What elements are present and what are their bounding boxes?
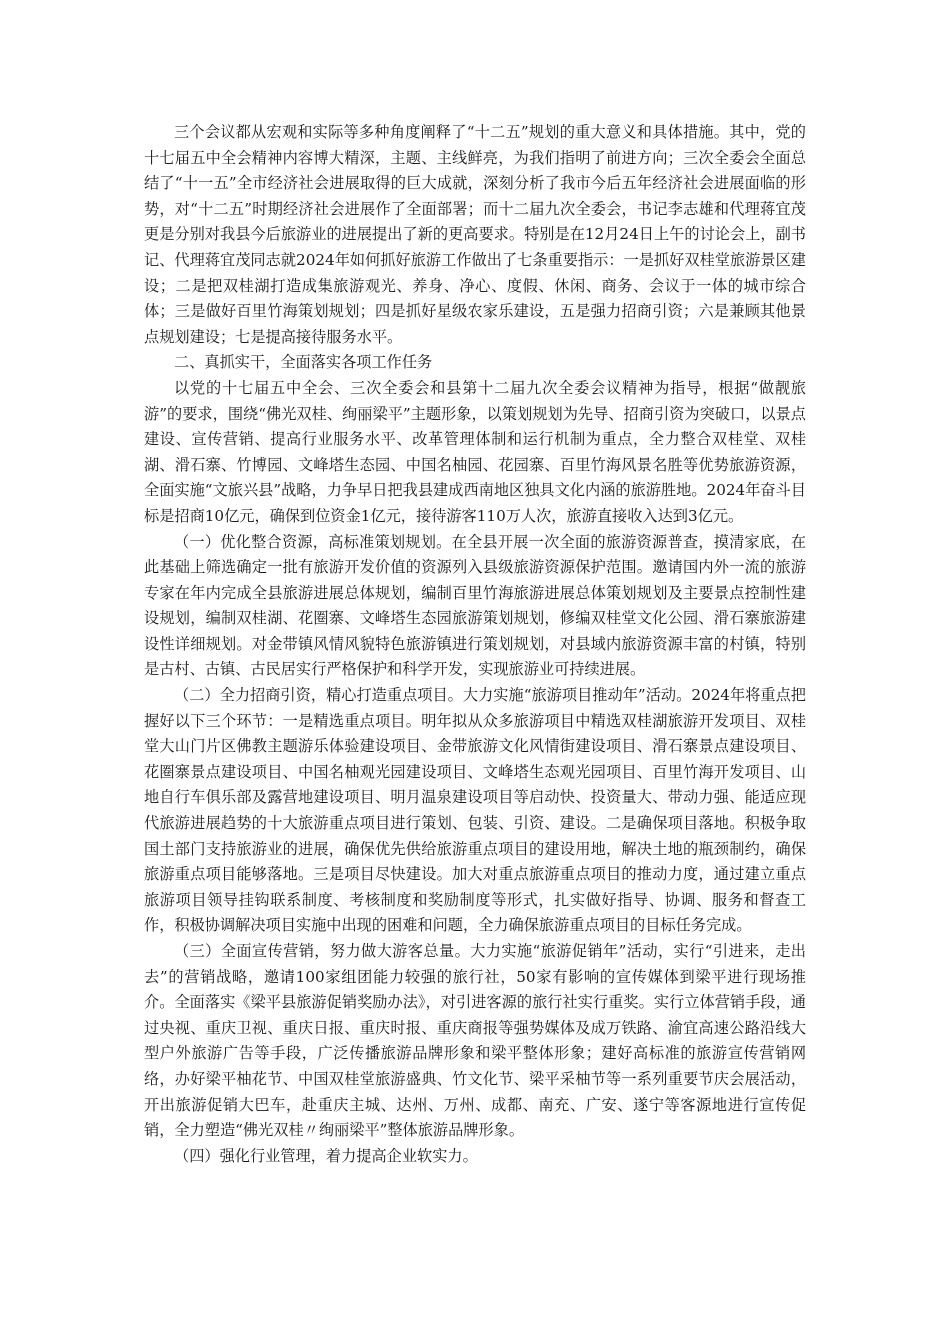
paragraph-guiding-principles: 以党的十七届五中全会、三次全委会和县第十二届九次全委会议精神为指导，根据“做靓旅游”的要求，围绕“佛光双桂、绚丽梁平”主题形象，以策划规划为先导、招商引资为突破口，以景点建设、宣传营销、提高行业服务水平、改革管理体制和运行机制为重点，全力整合双桂堂、双桂湖、滑石寨、竹博园、文峰塔生态园、中国名柚园、花园寨、百里竹海风景名胜等优势旅游资源，全面实施“文旅兴县”战略，力争早日把我县建成西南地区独具文化内涵的旅游胜地。2024年奋斗目标是招商10亿元，确保到位资金1亿元，接待游客110万人次，旅游直接收入达到3亿元。 [144, 378, 806, 525]
paragraph-item-one-planning: （一）优化整合资源，高标准策划规划。在全县开展一次全面的旅游资源普查，摸清家底，在此基础上筛选确定一批有旅游开发价值的资源列入县级旅游资源保护范围。邀请国内外一流的旅游专家在年内完成全县旅游进展总体规划，编制百里竹海旅游进展总体策划规划及主要景点控制性建设规划，编制双桂湖、花圈寨、文峰塔生态园旅游策划规划，修编双桂堂文化公园、滑石寨旅游建设性详细规划。对金带镇风情风貌特色旅游镇进行策划规划，对县域内旅游资源丰富的村镇，特别是古村、古镇、古民居实行严格保护和科学开发，实现旅游业可持续进展。 [144, 532, 806, 679]
document-page [144, 120, 806, 1169]
paragraph-item-three-marketing: （三）全面宣传营销，努力做大游客总量。大力实施“旅游促销年”活动，实行“引进来，走出去”的营销战略，邀请100家组团能力较强的旅行社，50家有影响的宣传媒体到梁平进行现场推介。全面落实《梁平县旅游促销奖励办法》，对引进客源的旅行社实行重奖。实行立体营销手段，通过央视、重庆卫视、重庆日报、重庆时报、重庆商报等强势媒体及成万铁路、渝宜高速公路沿线大型户外旅游广告等手段，广泛传播旅游品牌形象和梁平整体形象；建好高标准的旅游宣传营销网络，办好梁平柚花节、中国双桂堂旅游盛典、竹文化节、梁平采柚节等一系列重要节庆会展活动，开出旅游促销大巴车，赴重庆主城、达州、万州、成都、南充、广安、遂宁等客源地进行宣传促销，全力塑造“佛光双桂〃绚丽梁平”整体旅游品牌形象。 [144, 942, 806, 1140]
paragraph-item-two-investment: （二）全力招商引资，精心打造重点项目。大力实施“旅游项目推动年”活动。2024年将重点把握好以下三个环节：一是精选重点项目。明年拟从众多旅游项目中精选双桂湖旅游开发项目、双桂堂大山门片区佛教主题游乐体验建设项目、金带旅游文化风情街建设项目、滑石寨景点建设项目、花圈寨景点建设项目、中国名柚观光园建设项目、文峰塔生态观光园项目、百里竹海开发项目、山地自行车俱乐部及露营地建设项目、明月温泉建设项目等启动快、投资量大、带动力强、能适应现代旅游进展趋势的十大旅游重点项目进行策划、包装、引资、建设。二是确保项目落地。积极争取国土部门支持旅游业的进展，确保优先供给旅游重点项目的建设用地，解决土地的瓶颈制约，确保旅游重点项目能够落地。三是项目尽快建设。加大对重点旅游重点项目的推动力度，通过建立重点旅游项目领导挂钩联系制度、考核制度和奖励制度等形式，扎实做好指导、协调、服务和督查工作，积极协调解决项目实施中出现的困难和问题，全力确保旅游重点项目的目标任务完成。 [144, 686, 806, 935]
section-heading-two: 二、真抓实干，全面落实各项工作任务 [174, 353, 433, 372]
paragraph-meetings-summary: 三个会议都从宏观和实际等多种角度阐释了“十二五”规划的重大意义和具体措施。其中，党的十七届五中全会精神内容博大精深，主题、主线鲜亮，为我们指明了前进方向；三次全委会全面总结了“十一五”全市经济社会进展取得的巨大成就，深刻分析了我市今后五年经济社会进展面临的形势，对“十二五”时期经济社会进展作了全面部署；而十二届九次全委会，书记李志雄和代理蒋宜茂更是分别对我县今后旅游业的进展提出了新的更高要求。特别是在12月24日上午的讨论会上，副书记、代理蒋宜茂同志就2024年如何抓好旅游工作做出了七条重要指示：一是抓好双桂堂旅游景区建设；二是把双桂湖打造成集旅游观光、养身、净心、度假、休闲、商务、会议于一体的城市综合体；三是做好百里竹海策划规划；四是抓好星级农家乐建设，五是强力招商引资；六是兼顾其他景点规划建设；七是提高接待服务水平。 [144, 123, 806, 346]
paragraph-item-four-management: （四）强化行业管理，着力提高企业软实力。 [174, 1146, 478, 1165]
